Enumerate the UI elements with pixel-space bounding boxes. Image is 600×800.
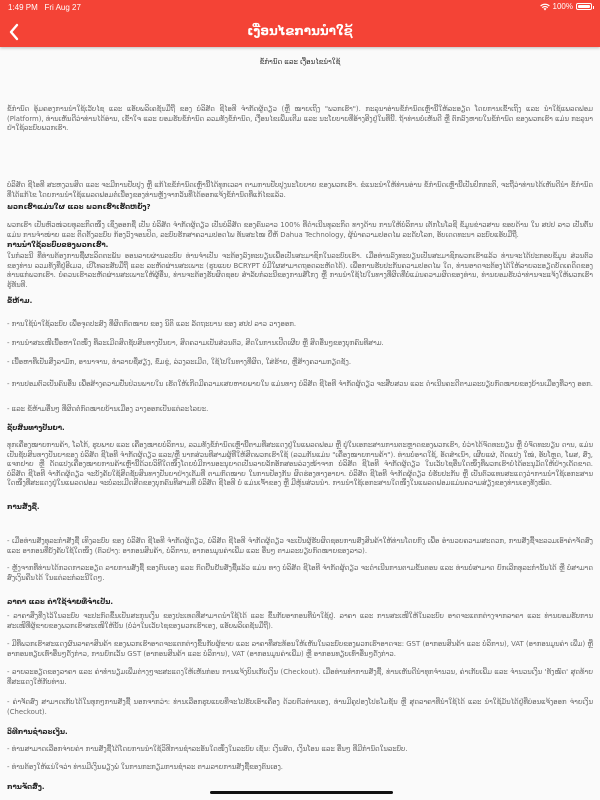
status-bar-right [540,2,592,11]
battery-percent: 100% [552,2,573,11]
ip-paragraph: ທຸກເຄື່ອງໝາຍການຄ້າ, ໂລໂກ້, ຮູບພາບ ແລະ ເຄື່ອງໝາຍບໍລິການ, ລວມທັງຂໍ້ກຳນົດເຫຼົ່ານີ້ຕາມທີ່ສະແດງຢູ່ໃນແພລດຟອມ ຫຼື ຢູ່ໃນເອກະສານການຕະຫຼາດຂອງພວກເຮົາ, ບໍ່ວ່າໄດ້ຈົດທະບຽນ ຫຼື ບໍ່ຈົດທະບຽນ ດານ, ແມ່ນເປັນຊັບສິນທາງປັນຍາຂອງ ບໍລິສັດ ຊີໄອທີ ຈຳກັດຜູ້ດຽວ ແລະ/ຫຼື ນາກສ່ວນທີສາມຜູ້ທີ່ໃຫ້ສິດພວກເຮົາໃຊ້ (ລວມກັນແມ່ນ "ເຄື່ອງໝາຍການຄ້າ"). ທ່ານບໍ່ອາດໃຊ້, ອັດສຳເນົາ, ເຜີຍແຜ່, ດັດແປງ ໃໝ່, ອັບໂຫຼດ, ໂພສ, ສົ່ງ, ແຈກຢາຍ ຫຼື ດັດແປງເຄື່ອງໝາຍການຄ້າເຫຼົ່ານີ້ດ້ວຍວິທີໃດໜຶ່ງໂດຍບໍ່ມີການອະນຸຍາດເປັນລາຍລັກອັກສອນລ່ວງໜ້າຈາກ ບໍລິສັດ ຊີໄອທີ ຈຳກັດຜູ້ດຽວ ໃນເວັບໄຊອື່ນໃດໜຶ່ງທີ່ພວກເຮົາບໍ່ໄດ້ອະນຸມັດໃຫ້ຢ່າງເດັດຂາດ. ບໍລິສັດ ຊີໄອທີ ຈຳກັດຜູ້ດຽວ ຈະບັງຄັບໃຊ້ສິດຊັບສິນທາງປັນຍາຢ່າງເຕັມທີ່ ຕາມກົດໝາຍ ໃນການປ້ອງກັນ ຜິດຮ່ອງທາງອາຍາ. ບໍລິສັດ ຊີໄອທີ ຈຳກັດຜູ້ດຽວ ບໍ່ຮັບປະກັນ ຫຼື ເປັນຕົວແທນສະແດງວ່າການນຳໃຊ້ເອກະສານໃດໜຶ່ງທີ່ສະແດງຢູ່ໃນແພລດຟອມ ຈະບໍ່ລະເມີດສິດຂອງບຸກຄົນທີສາມທີ່ ບໍລິສັດ ຊີໄອທີ ບໍ່ ແມ່ນເຈົ້າຂອງ ຫຼື ມີຫຸ້ນສ່ວນນຳ. ການນຳໃຊ້ເອກະສານໃດໜຶ່ງໃນແພລດຟອມແມ່ນຄວາມສ່ຽງຂອງທ່ານເອງທັງໝົດ. [7,441,593,488]
home-indicator[interactable] [210,791,393,794]
section-heading-who: ພວກເຮົາແມ່ນໃຜ ແລະ ພວກເຮົາເຮັດຫຍັງ? [7,203,151,211]
changes-paragraph: ບໍລິສັດ ຊີໄອທີ ສະຫງວນສິດ ແລະ ຈະມີການປັບປຸງ ຫຼື ແກ້ໄຂຂໍ້ກຳນົດເຫຼົ່ານີ້ໄດ້ທຸກເວລາ ຕາມການປັບປຸງນະໂຍບາຍ ຂອງພວກເຮົາ. ຂໍແນະນຳໃຫ້ທ່ານອ່ານ ຂໍ້ກຳນົດເຫຼົ່ານີ້ເປັນປົກກະຕິ, ຈະຖືວ່າທ່ານໄດ້ເຫັນດີນຳ ຂໍ້ກຳນົດທີ່ໄດ້ແກ້ໄຂ ໂດຍການນຳໃຊ້ແພລດຟອມຕໍ່ເນື່ອງຂອງທ່ານຫຼັງຈາກວັນທີ່ໄດ້ອອກແຈ້ງຂໍ້ກຳນົດທີ່ແກ້ໄຂແລ້ວ. [7,181,593,199]
page-title: ເງື່ອນໄຂການນຳໃຊ້ [247,24,353,38]
list-item: - ການນຳສະເໜີເນື້ອຫາໃດໜຶ່ງ ທີ່ລະເມີດສິດຊັບສິນທາງປັນຍາ, ສິດຄວາມເປັນສ່ວນຕົວ, ສິດໃນການເປີດເຜີຍ ຫຼື ສິດອື່ນໆຂອງບຸກຄົນທີສາມ. [7,339,384,347]
list-item: - ມີທີ່ພວກເຮົາສະແດງຜົນລາຄາສິນຄ້າ ຂອງພວກເຮົາອາດຈະແຕກຕ່າງຂຶ້ນກັບຜູ້ຂາຍ ແລະ ລາຄາທີ່ສະທ້ອນໃຫ້ເຫັນໃນລະບົບຂອງພວກເຮົາອາດຈະ: GST (ອາກອນສິນຄ້າ ແລະ ບໍລິການ), VAT (ອາກອນມູນຄ່າ ເພີ່ມ) ຫຼື ອາກອນທຽບເທົ່າອື່ນໆດັ່ງກ່າວ, ການຍົກເວັ້ນ GST (ອາກອນສິນຄ້າ ແລະ ບໍລິການ), VAT (ອາກອນມູນຄ່າເພີ່ມ) ຫຼື ອາກອນທຽບເທົ່າອື່ນໆດັ່ງກ່າວ. [7,640,593,658]
section-heading-ip: ຊັບສິນທາງປັນຍາ. [7,424,65,432]
section-heading-delivery: ການຈັດສົ່ງ. [7,783,45,791]
status-bar-left [8,3,81,12]
status-date: Fri Aug 27 [44,3,81,12]
section-heading-prohibited: ຂໍ້ຫ້າມ. [7,297,33,305]
intro-paragraph: ຂໍ້ກຳນົດ ອຸ້ມຄອງການນຳໃຊ້ເວັບໄຊ ແລະ ແອັບພລິເຄຊັນມືຖື ຂອງ ບໍລິສັດ ຊີໄອທີ ຈຳກັດຜູ້ດຽວ (ຫຼື ໝາຍເຖິງ "ພວກເຮົາ"). ກະລຸນາອ່ານຂໍ້ກຳນົດເຫຼົ່ານີ້ໃຫ້ລະອຽດ ໂດຍການເຂົ້າເຖິງ ແລະ ນຳໃຊ້ແພລດຟອມ (Platform), ທ່ານເຫັນດີວ່າທ່ານໄດ້ອ່ານ, ເຂົ້າໃຈ ແລະ ຍອມຮັບຂໍ້ກຳນົດ ລວມທັງຂໍ້ກຳນົດ, ເງື່ອນໄຂເພີ່ມເຕີມ ແລະ ນະໂຍບາຍທີ່ອ້າງອີງຢູ່ໃນທີ່ນີ້. ຖ້າທ່ານບໍ່ເຫັນດີ ຫຼື ຕົກລົງຫາຍໃນຂໍ້ກຳນົດ ຂອງພວກເຮົາ ແມ່ນ ກະລຸນາຢ່າໃຊ້ລະບົບພວກເຮົາ. [7,105,593,133]
list-item: - ການໃຊ້ນຳໃຊ້ລະບົບ ເພື່ອຈຸດປະສົງ ທີ່ຜິດກົດໝາຍ ຂອງ ນິຕິ ແລະ ລັດຖະບານ ຂອງ ສປປ ລາວ ວາງອອກ. [7,320,297,328]
section-heading-use: ການນຳໃຊ້ລະບົບຂອງພວກເຮົາ. [7,241,109,249]
section-heading-payment: ວິທີການຊຳລະເງິນ. [7,728,68,736]
wifi-icon [540,3,550,11]
who-paragraph: ພວກເຮົາ ເປັນຫົວໜ່ວຍທຸລະກິດໜຶ່ງ ເຊິ່ງອອກຊື່ ເປັນ ບໍລິສັດ ຈຳກັດຜູ້ດຽວ ເປັນບໍລິສັດ ຂອງຄົນລາວ 100% ທີ່ດຳເນີນທຸລະກິດ ທາງດ້ານ ການໃຫ້ບໍລິການ ເຕັກໂນໂລຊີ ຂໍ້ມູນຂ່າວສານ ຂອບດ້ານ ໃນ ສປປ ລາວ ເປັນຕົ້ນແມ່ນ ການຈຳໜ່າຍ ແລະ ຕິດຕັ້ງລະບົບ ກ້ອງວົງຈອນປິດ, ລະບົບຮັກສາຄວາມປອດໄພ ທັນສະໄໝ ຍີ່ຫໍ້ Dahua Technology, ຜູ້ນຳຄວາມປອດໄພ ລະດັບໂລກ, ອັບເດດທະນາ ລະບົບແອັບມືຖື. [7,221,593,239]
list-item: - ເມື່ອທ່ານສັ່ງທຸລະກຳສັ່ງຊື້ ເທິງລະບົບ ຂອງ ບໍລິສັດ ຊີໄອທີ ຈຳກັດຜູ້ດຽວ, ບໍລິສັດ ຊີໄອທີ ຈຳກັດຜູ້ດຽວ ຈະເປັນຜູ້ຮັບຜິດຊອບການສົ່ງສິນຄ້າໃຫ້ທ່ານໂດຍກົງ ເພື່ອ ອຳນວຍຄວາມສະດວກ, ການສັ່ງຊື້ຈະລວມເອົາຄ່າຈັດສົ່ງ ແລະ ອາກອນທີ່ບັງຄັບໃຊ້ໃດໜຶ່ງ (ຕົວຢ່າງ: ອາກອນສິນຄ້າ, ບໍລິການ, ອາກອນມູນຄ່າເພີ່ມ ແລະ ອື່ນໆ ຕາມລະບຽບກົດໝາຍຂອງລາວ). [7,537,593,555]
list-item: - ທ່ານຕ້ອງໃຫ້ແນ່ໃຈວ່າ ທ່ານມີເງິນພຽງພໍ ໃນການກະກຽມການຊຳລະ ຕາມລາຍການສັ່ງຊື້ຂອງຕົນເອງ. [7,763,283,771]
section-heading-order: ການສັ່ງຊື້. [7,503,40,511]
use-paragraph: ໃນກໍລະນີ ທີ່ທ່ານຕ້ອງການຊື້ຜະລິດຕະພັນ ອອນລາຍຜ່ານລະບົບ ທ່ານຈຳເປັນ ຈະຕ້ອງລົງທະບຽນເພື່ອເປັນສະມາຊິກໃນລະບົບເຮົາ. ເມື່ອທ່ານລົງທະບຽນເປັນສະມາຊິກພວກເຮົາແລ້ວ ທ່ານຈະໄດ້ປະກອບຂໍ້ມູນ ສ່ວນຕົວຂອງທ່ານ ລວມທັງທີ່ຢູ່ອີເມວ, ເບີໂທລະສັບມືຖື ແລະ ລະຫັດຜ່ານສະເພາະ (ຮູບແບບ BCRYPT ບໍ່ມີໃຜສາມາດຖອດລະຫັດໄດ້). ເພື່ອການຮັບປະກັນຄວາມປອດໄພ ໃດ, ທ່ານອາດຈະຕ້ອງໄດ້ໃຫ້ລາຍລະອຽດບັດເຄດິດຂອງທ່ານແກ່ພວກເຮົາ. ບໍ່ຄວນເຮົາລະຫັດຜ່ານສະເພາະໃຫ້ຜູ້ອື່ນ, ທ່ານຈະຕ້ອງຮັບຜິດຊອບ ສຳລັບກໍລະນີຂອງການສໍ້ໂກງ ຫຼື ການນຳໃຊ້ໄປໃນທາງທີ່ຜິດທີ່ບໍ່ແມ່ນຄວາມຜິດຂອງທ່ານ, ທ່ານຍອມຮັບວ່າທ່ານຈະແຈ້ງໃຫ້ພວກເຮົາຮູ້ທັນທີ. [7,252,593,289]
document-title: ຂໍ້ກຳນົດ ແລະ ເງື່ອນໄຂນຳໃຊ້ [259,58,341,66]
app-bar [0,0,600,47]
battery-icon [576,3,592,10]
list-item: - ຫຼັງຈາກທີ່ທ່ານໄດ້ກວດກາລະອຽດ ລາຍການສັ່ງຊື້ ຂອງຕົນເອງ ແລະ ກົດຢືນຢັນສັ່ງຊື້ແລ້ວ ແມ່ນ ທາງ ບໍລິສັດ ຊີໄອທີ ຈຳກັດຜູ້ດຽວ ຈະດຳເນີນການຕາມຂັ້ນຕອນ ແລະ ທ່ານບໍ່ສາມາດ ຍົກເລີກທຸລະກຳນັ້ນໄດ້ ຫຼື ບໍ່ສາມາດສົ່ງເງິນຄືນໄດ້ ໃນແຕ່ລະກໍລະນີໃດໆ. [7,564,593,582]
list-item: - ແລະ ຂໍ້ຫ້າມອື່ນໆ ທີ່ຜິດຕໍ່ກົດໝາຍບ້ານເມືອງ ວາງອອກເປັນແຕ່ລະໄລຍະ. [7,405,209,413]
list-item: - ລາຍລະອຽດຂອງລາຄາ ແລະ ຄ່າທຳນຽມເພີ່ມຕ່າງໆຈະສະແດງໃຫ້ເຫັນກ່ອນ ການແຈ້ງບິນເກັບເງິນ (Checkout). ເມື່ອທ່ານທຳການສັ່ງຊື້, ທ່ານເຫັນດີນຳທຸກຈຳນວນ, ຄ່າເກັບເພີ່ມ ແລະ ຈຳນວນເງິນ 'ທັງໝົດ' ສຸດທ້າຍ ທີ່ສະແດງໃຫ້ກັບທ່ານ. [7,668,593,686]
list-item: - ລາຄາສິ່ງທີ່ງໄວ້ໃນລະບົບ ຈະປະກົດຂຶ້ນເປັນສະກຸນເງິນ ຂອງປະເທດທີ່ສາມາດນຳໃຊ້ໄດ້ ແລະ ຂຶ້ນກັບອາກອນທີ່ນຳໃຊ້ຢູ່. ລາຄາ ແລະ ການສະເໜີໃຫ້ໃນລະບົບ ອາດຈະແຕກຕ່າງຈາກລາຄາ ແລະ ທ່ານຍອມຮັບການ ສະເໜີທີ່ຜູ້ຂາຍຂອງພວກເຮົາສະເໜີໃຫ້ນັ້ນ (ບໍ່ວ່າໃນເວັບໄຊຂອງພວກເຮົາເອງ, ແອັບພລິເຄຊັນມືຖື). [7,612,593,630]
list-item: - ການປອມຕົວເປັນຄົນອື່ນ ເພື່ອສ້າງຄວາມປັ່ນປ່ວນພາຍໃນ ເຮັດໃຫ້ເກີດມີຄວາມເສຍຫາຍພາຍໃນ ແມ່ນທາງ ບໍລິສັດ ຊີໄອທີ ຈຳກັດຜູ້ດຽວ ຈະສືບສວນ ແລະ ດຳເນີນຄະດີຕາມລະບຽບກົດໝາຍຂອງບ້ານເມືອງທີ່ວາງ ອອກ. [7,380,593,388]
list-item: - ຄ່າຈັດສົ່ງ ສາມາດເກັບໄດ້ໃນທຸກໆການສັ່ງຊື້ ນອກຈາກວ່າ: ທ່ານເລືອກຮູບແບບທີ່ຈະໄປຮັບເອົາເຄື່ອງ ດ້ວຍຕົວທ່ານເອງ, ທ່ານມີຄູປອງໂປຣໂມຊັນ ຫຼື ສຸດລາຄາທີ່ນຳໃຊ້ໄດ້ ແລະ ນຳໃຊ້ມັນໄດ້ຢູ່ທີ່ບ່ອນແຈ້ງອອກ ຈ່າຍເງິນ (Checkout). [7,698,593,716]
section-heading-price: ລາຄາ ແລະ ຄ່າໃຊ້ຈ່າຍທີ່ຈຳເປັນ. [7,598,113,606]
list-item: - ທ່ານສາມາດເລືອກຈ່າຍຄ່າ ການສັ່ງຊື້ໄດ້ໂດຍການນຳໃຊ້ວິທີການຊຳລະອັນໃດໜຶ່ງໃນລະບົບ ເຊັ່ນ: ເງິນສົດ, ເງິນໂອນ ແລະ ອື່ນໆ ທີ່ມີກຳນົດໃນລະບົບ. [7,745,408,753]
status-time: 1:49 PM [8,3,38,12]
list-item: - ເນື້ອຫາທີ່ເປັນສິ່ງລາມົກ, ອານາຈານ, ທຳລາຍຊື່ສຽງ, ຂົ່ມຂູ່, ລ່ວງລະເມີດ, ໃຊ້ໄປໃນທາງທີ່ຜິດ, ໃສ່ຮ້າຍ, ຫຼືສ້າງຄວາມກຽດຊັງ. [7,358,352,366]
